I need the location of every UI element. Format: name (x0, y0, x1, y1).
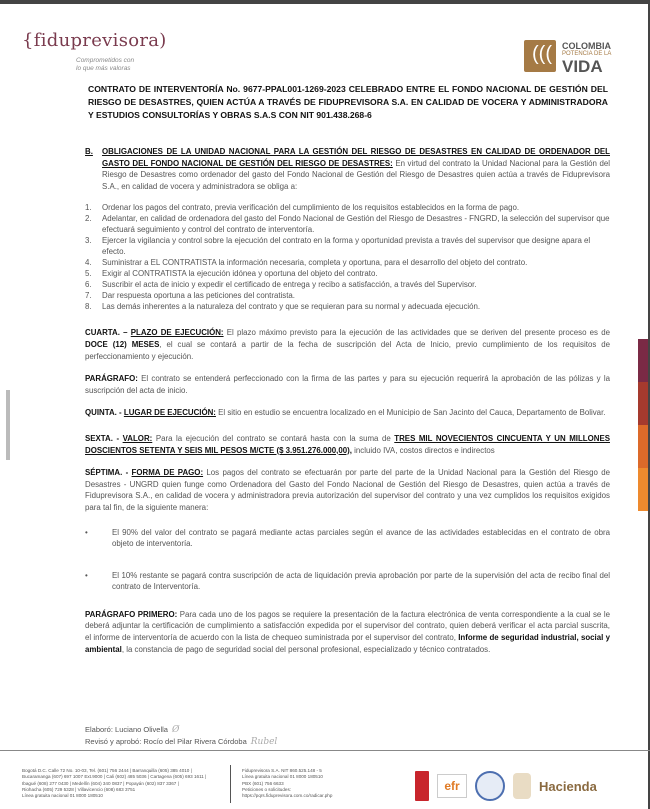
section-b-letter: B. (85, 147, 93, 156)
side-color-bar (638, 339, 648, 382)
obligation-text: Suscribir el acta de inicio y expedir el certificado de entrega y recibo a satisfacción, a través del Supervisor. (102, 280, 477, 290)
side-color-bar (638, 382, 648, 425)
obligation-number: 3. (85, 236, 92, 246)
clause-paragrafo-primero (85, 609, 610, 655)
sexta-label: SEXTA. - (85, 433, 123, 443)
window-top-border (0, 0, 650, 4)
obligation-number: 1. (85, 203, 92, 213)
sexta-amount: TRES MIL NOVECIENTOS CINCUENTA Y UN MILLONES DOSCIENTOS SETENTA Y SEIS MIL PESOS M/CTE ($ 3.951.276.000,00), (85, 433, 610, 455)
section-b-intro: En virtud del contrato la Unidad Nacional para la Gestión del Riesgo de Desastres como ordenador del gasto del Fondo Nacional de Gestión del Riesgo de Desastres quien actúa a través de Fiduprevisora S.A., en calidad de vocera y administradora se obliga a: (102, 158, 610, 191)
clause-cuarta (85, 327, 610, 362)
cuarta-text-1: El plazo máximo previsto para la ejecución de las actividades que se deriven del presente proceso es de (223, 328, 610, 338)
sexta-text-1: Para la ejecución del contrato se contará hasta con la suma de (152, 433, 395, 443)
paragrafo-primero-text-1: Para cada uno de los pagos se requiere la presentación de la factura electrónica de venta correspondiente a la cual se le deberá adjuntar la certificación de cumplimiento a satisfacción expedida por el supervisor del contrato, quien deberá verificar el acta parcial suscrita, el informe de interventoría de acuerdo con la lista de chequeo suministrada por el supervisor del contrato, (85, 609, 610, 643)
section-b (85, 146, 610, 192)
paragrafo-primero-text-2: , la constancia de pago de seguridad social del personal profesional, especializado y técnico contratados. (121, 644, 491, 654)
obligation-item (85, 279, 610, 290)
obligation-number: 2. (85, 214, 92, 224)
payment-bullets (85, 527, 610, 593)
footer-left-line: Ibagué (608) 277 0430 | Medellín (604) 340 0837 | Popayán (602) 837 3367 | (22, 780, 179, 786)
bullet-text: El 10% restante se pagará contra suscripción de acta de liquidación previa aprobación por parte de la supervisión del acta de recibo final del contrato de Interventoría. (112, 570, 610, 592)
colombia-potencia-logo (524, 40, 634, 76)
footer-mid-line: Línea gratuita nacional 01 8000 180510 (242, 774, 323, 780)
clause-quinta (85, 407, 610, 419)
efr-badge: efr (437, 774, 467, 798)
obligation-number: 7. (85, 291, 92, 301)
document-body (85, 146, 610, 655)
obligations-list (85, 202, 610, 312)
signal-icon: ((( (524, 40, 556, 72)
fiduprevisora-tagline (76, 57, 134, 73)
obligation-number: 6. (85, 280, 92, 290)
septima-label: SÉPTIMA. - (85, 468, 132, 478)
obligation-number: 4. (85, 258, 92, 268)
great-place-to-work-badge (415, 771, 429, 801)
sexta-heading: VALOR: (122, 433, 153, 443)
cuarta-heading: PLAZO DE EJECUCIÓN: (130, 328, 224, 338)
obligation-item (85, 301, 610, 312)
margin-barcode-mark (6, 390, 10, 460)
reviso-text: Revisó y aprobó: Rocío del Pilar Rivera Córdoba (85, 737, 247, 746)
cuarta-label: CUARTA. – (85, 328, 131, 338)
footer-mid-line: PBX (601) 756 6633 (242, 780, 284, 786)
side-color-bar (638, 425, 648, 468)
document-title: CONTRATO DE INTERVENTORÍA No. 9677-PPAL001-1269-2023 CELEBRADO ENTRE EL FONDO NACIONAL DE GESTIÓN DEL RIESGO DE DESASTRES, QUIEN ACTÚA A TRAVÉS DE FIDUPREVISORA S.A. EN CALIDAD DE VOCERA Y ADMINISTRADORA Y ESTUDIOS CONSULTORÍAS Y OBRAS S.A.S CON NIT 901.438.268-6 (88, 84, 608, 120)
tagline-line-1: Comprometidos con (76, 57, 135, 64)
paragrafo-primero-label: PARÁGRAFO PRIMERO: (85, 609, 178, 619)
paragrafo-label: PARÁGRAFO: (85, 374, 138, 384)
bullet-text: El 90% del valor del contrato se pagará mediante actas parciales según el avance de las actividades establecidas en el contrato de obra objeto de interventoría. (112, 527, 610, 549)
cuarta-text-2: , el cual se contará a partir de la fecha de suscripción del Acta de Inicio, previo cumplimiento de los requisitos de perfeccionamiento y ejecución. (85, 339, 610, 361)
bullet-dot: • (85, 570, 88, 580)
signature-1: Ø (171, 725, 180, 735)
footer-left-line: Bogotá D.C. Calle 72 No. 10-03, Tel. (601) 756 2444 | Barranquilla (605) 385 4010 | (22, 768, 192, 773)
seal-badge (475, 771, 505, 801)
obligation-item (85, 290, 610, 301)
payment-bullet (85, 570, 610, 593)
quinta-heading: LUGAR DE EJECUCIÓN: (123, 408, 216, 418)
coat-of-arms-icon (513, 773, 531, 799)
section-b-heading: OBLIGACIONES DE LA UNIDAD NACIONAL PARA LA GESTIÓN DEL RIESGO DE DESASTRES EN CALIDAD DE ORDENADOR DEL GASTO DEL FONDO NACIONAL DE GESTIÓN DEL RIESGO DE DESASTRES: (102, 147, 610, 168)
obligation-item (85, 257, 610, 268)
obligation-text: Ejercer la vigilancia y control sobre la ejecución del contrato en la forma y oportunidad prevista a través del supervisor que designe apara el efecto. (102, 236, 591, 257)
elaboro-text: Elaboró: Luciano Olivella (85, 725, 168, 734)
obligation-item (85, 202, 610, 213)
cuarta-duration: DOCE (12) MESES (85, 339, 160, 349)
footer-mid-line: Peticiones o solicitudes: (242, 786, 292, 792)
obligation-number: 5. (85, 269, 92, 279)
obligation-text: Ordenar los pagos del contrato, previa verificación del cumplimiento de los requisitos establecidos en la forma de pago. (102, 203, 520, 213)
payment-bullet (85, 527, 610, 550)
obligation-text: Dar respuesta oportuna a las peticiones del contratista. (102, 291, 295, 301)
signature-2: Rubel (250, 737, 278, 747)
footer-separator (230, 765, 231, 803)
side-color-bars (638, 339, 648, 511)
footer-offices (22, 768, 227, 799)
footer-link[interactable]: https://pqrs.fiduprevisora.com.co/radicar.php (242, 793, 333, 799)
logo-colombia: COLOMBIA (562, 41, 611, 51)
quinta-text: El sitio en estudio se encuentra localizado en el Municipio de San Jacinto del Cauca, Departamento de Bolivar. (215, 408, 606, 418)
section-b-body (102, 146, 610, 192)
footer-contact (242, 768, 392, 799)
paragrafo-primero-bold: Informe de seguridad industrial, social y ambiental (85, 633, 610, 654)
footer-badges (415, 768, 597, 804)
paragrafo-text: El contrato se entenderá perfeccionado con la firma de las partes y para su ejecución requerirá la aprobación de las pólizas y la suscripción del acta de inicio. (85, 374, 610, 395)
footer-mid-line: Fiduprevisora S.A. NIT 860.525.148 - 5 (242, 768, 322, 773)
obligation-item (85, 213, 610, 235)
obligation-number: 8. (85, 302, 92, 312)
logo-potencia: POTENCIA DE LA (562, 51, 612, 57)
septima-text: Los pagos del contrato se efectuarán por parte del parte de la Unidad Nacional para la Gestión del Riesgo de Desastres - UNGRD quien funge como Ordenadora del Gasto del Fondo Nacional de Gestión del Riesgo de Desastres, quien actúa a través de Fiduprevisora S.A., en calidad de vocera y administradora previa autorización del supervisor del contrato y una vez cumplidos los requisitos exigidos para tal fin, de la siguiente manera: (85, 468, 610, 512)
tagline-line-2: lo que más valoras (76, 65, 131, 72)
obligation-text: Suministrar a EL CONTRATISTA la información necesaria, completa y oportuna, para el desarrollo del objeto del contrato. (102, 258, 528, 268)
footer-left-line: Bucaramanga (607) 697 1007 Ext.9000 | Cali (602) 485 5036 | Cartagena (605) 693 1611 | (22, 774, 207, 780)
obligation-text: Las demás inherentes a la naturaleza del contrato y que se requieran para su normal y adecuada ejecución. (102, 302, 481, 312)
obligation-item (85, 268, 610, 279)
clause-septima (85, 467, 610, 513)
side-color-bar (638, 468, 648, 511)
logo-vida: VIDA (562, 57, 603, 76)
clause-sexta (85, 433, 610, 456)
fiduprevisora-logo: {fiduprevisora) (22, 30, 167, 51)
footer-left-line: Línea gratuita nacional 01 8000 180510 (22, 793, 103, 799)
bullet-dot: • (85, 527, 88, 537)
quinta-label: QUINTA. - (85, 408, 124, 418)
elaboro-line (85, 724, 277, 736)
reviso-line (85, 736, 277, 748)
footer-divider (0, 750, 650, 751)
obligation-text: Exigir al CONTRATISTA la ejecución idónea y oportuna del objeto del contrato. (102, 269, 378, 279)
septima-heading: FORMA DE PAGO: (131, 468, 204, 478)
obligation-text: Adelantar, en calidad de ordenadora del gasto del Fondo Nacional de Gestión del Riesgo de Desastres - FNGRD, la selección del supervisor que efectuará seguimiento y control del contrato de interventoría. (102, 214, 610, 235)
sexta-text-2: incluido IVA, costos directos e indirectos (351, 445, 495, 455)
footer-left-line: Riohacha (605) 729 5328 | Villavicencio (608) 683 3751 (22, 786, 136, 792)
obligation-item (85, 235, 610, 257)
hacienda-logo: Hacienda (539, 778, 597, 794)
clause-paragrafo (85, 373, 610, 396)
signers-block (85, 724, 277, 748)
